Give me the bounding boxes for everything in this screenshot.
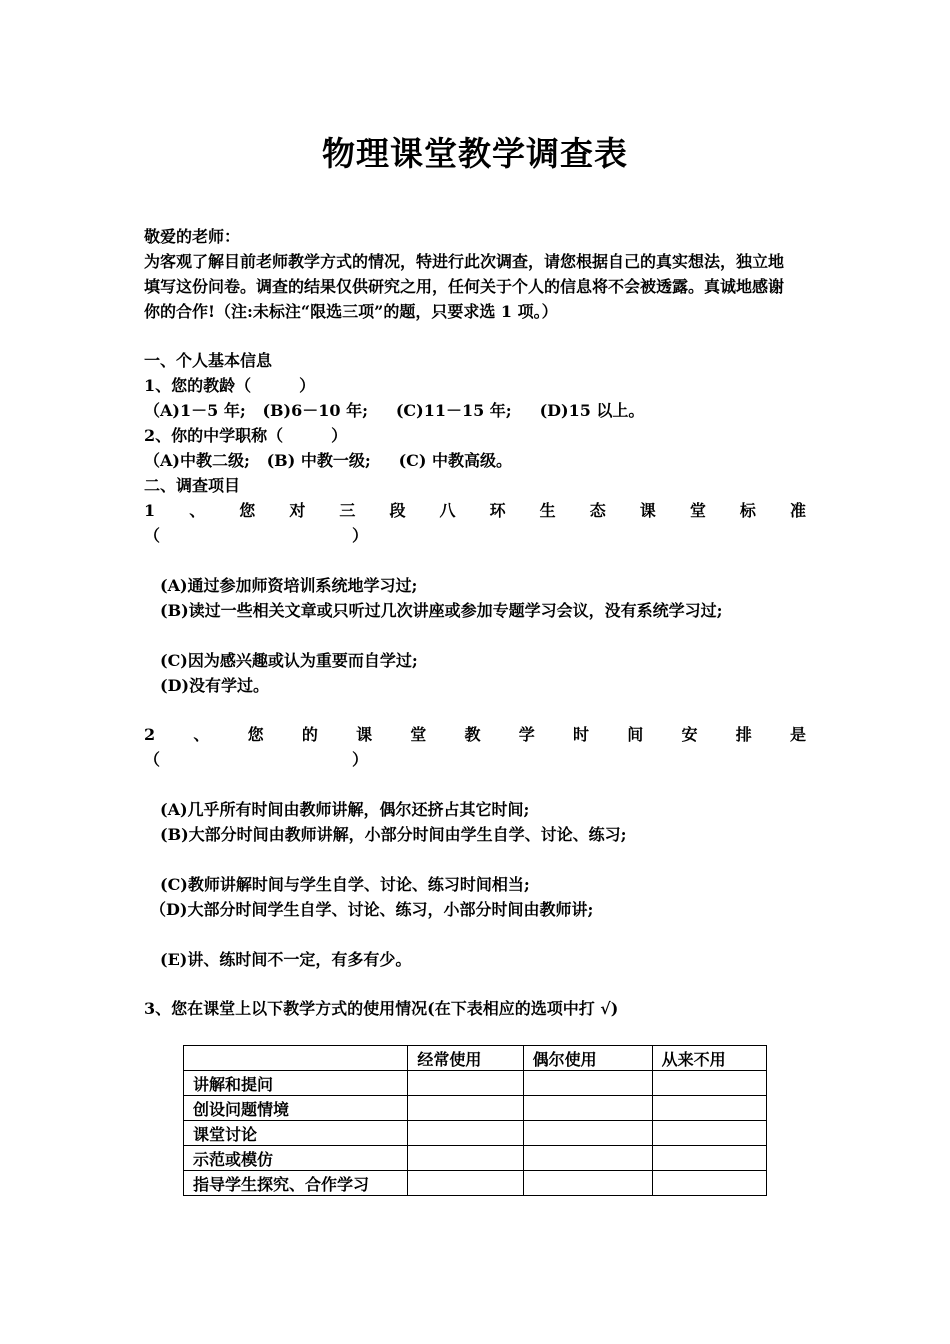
teaching-methods-table bbox=[183, 1045, 767, 1196]
table-check-cell[interactable] bbox=[408, 1121, 523, 1146]
table-check-cell[interactable] bbox=[652, 1121, 766, 1146]
q1-teaching-years: 1、您的教龄（ ） bbox=[144, 376, 316, 395]
table-row-label: 示范或模仿 bbox=[184, 1146, 408, 1171]
table-check-cell[interactable] bbox=[652, 1071, 766, 1096]
table-row-label: 讲解和提问 bbox=[184, 1071, 408, 1096]
survey-q1-char: 堂 bbox=[689, 501, 706, 520]
survey-q2-char: 课 bbox=[356, 725, 373, 744]
survey-q2-char: 您 bbox=[247, 725, 264, 744]
survey-q2-option-a: (A)几乎所有时间由教师讲解，偶尔还挤占其它时间; bbox=[160, 800, 530, 819]
page-title: 物理课堂教学调查表 bbox=[322, 134, 628, 173]
survey-q3-text: 3、您在课堂上以下教学方式的使用情况(在下表相应的选项中打 √) bbox=[144, 999, 619, 1018]
survey-q2-char: 间 bbox=[627, 725, 644, 744]
survey-q1-option-d: (D)没有学过。 bbox=[160, 676, 270, 695]
survey-q1-char: 、 bbox=[189, 501, 206, 520]
survey-q2-char: 学 bbox=[518, 725, 535, 744]
table-row bbox=[184, 1121, 767, 1146]
intro-line-3: 你的合作!（注:未标注“限选三项”的题，只要求选 1 项。） bbox=[144, 302, 558, 321]
table-row bbox=[184, 1071, 767, 1096]
table-check-cell[interactable] bbox=[408, 1146, 523, 1171]
survey-q1-char: 对 bbox=[289, 501, 306, 520]
survey-q1-char: 八 bbox=[439, 501, 456, 520]
survey-q1-char: 态 bbox=[589, 501, 606, 520]
survey-q1-char: 三 bbox=[339, 501, 356, 520]
table-check-cell[interactable] bbox=[652, 1096, 766, 1121]
survey-q2-option-c: (C)教师讲解时间与学生自学、讨论、练习时间相当; bbox=[160, 875, 530, 894]
survey-q1-option-a: (A)通过参加师资培训系统地学习过; bbox=[160, 576, 418, 595]
table-check-cell[interactable] bbox=[523, 1071, 652, 1096]
table-check-cell[interactable] bbox=[523, 1171, 652, 1196]
survey-q2-option-b: (B)大部分时间由教师讲解，小部分时间由学生自学、讨论、练习; bbox=[160, 825, 627, 844]
table-row bbox=[184, 1146, 767, 1171]
table-check-cell[interactable] bbox=[408, 1096, 523, 1121]
table-header-cell bbox=[184, 1046, 408, 1071]
survey-q2-char: 堂 bbox=[410, 725, 427, 744]
survey-q2-char: 的 bbox=[301, 725, 318, 744]
survey-q1-char: 生 bbox=[539, 501, 556, 520]
intro-line-2: 填写这份问卷。调查的结果仅供研究之用，任何关于个人的信息将不会被透露。真诚地感谢 bbox=[144, 277, 785, 296]
survey-q2-char: 时 bbox=[573, 725, 590, 744]
survey-q1-char: 您 bbox=[239, 501, 256, 520]
survey-q1-char: 课 bbox=[639, 501, 656, 520]
survey-q1-char: 标 bbox=[739, 501, 756, 520]
survey-q2-char: 2 bbox=[144, 725, 156, 744]
table-check-cell[interactable] bbox=[652, 1146, 766, 1171]
q1-options: （A)1－5 年; (B)6－10 年; (C)11－15 年; (D)15 以上。 bbox=[144, 401, 645, 420]
survey-q1-char: 段 bbox=[389, 501, 406, 520]
survey-q2-char: 是 bbox=[789, 725, 806, 744]
table-check-cell[interactable] bbox=[652, 1171, 766, 1196]
survey-q1-answer-bracket: （ ） bbox=[144, 526, 369, 545]
section2-heading: 二、调查项目 bbox=[144, 476, 241, 495]
survey-q1-char: 准 bbox=[789, 501, 806, 520]
q2-options: （A)中教二级; (B) 中教一级; (C) 中教高级。 bbox=[144, 451, 513, 470]
table-row-label: 创设问题情境 bbox=[184, 1096, 408, 1121]
table-check-cell[interactable] bbox=[523, 1096, 652, 1121]
table-check-cell[interactable] bbox=[523, 1121, 652, 1146]
table-row-label: 课堂讨论 bbox=[184, 1121, 408, 1146]
table-row-label: 指导学生探究、合作学习 bbox=[184, 1171, 408, 1196]
table-check-cell[interactable] bbox=[408, 1071, 523, 1096]
survey-q2-char: 排 bbox=[735, 725, 752, 744]
survey-q1-char: 环 bbox=[489, 501, 506, 520]
table-row bbox=[184, 1096, 767, 1121]
section1-heading: 一、个人基本信息 bbox=[144, 351, 273, 370]
survey-q1-text bbox=[144, 498, 806, 523]
table-header-row bbox=[184, 1046, 767, 1071]
survey-q2-char: 教 bbox=[464, 725, 481, 744]
table-header-cell: 偶尔使用 bbox=[523, 1046, 652, 1071]
table-check-cell[interactable] bbox=[408, 1171, 523, 1196]
q2-title-rank: 2、你的中学职称（ ） bbox=[144, 426, 348, 445]
table-row bbox=[184, 1171, 767, 1196]
survey-q2-answer-bracket: （ ） bbox=[144, 750, 369, 769]
table-check-cell[interactable] bbox=[523, 1146, 652, 1171]
table-header-cell: 从来不用 bbox=[652, 1046, 766, 1071]
survey-q2-option-e: (E)讲、练时间不一定，有多有少。 bbox=[160, 950, 412, 969]
survey-q2-char: 安 bbox=[681, 725, 698, 744]
survey-q1-char: 1 bbox=[144, 501, 156, 520]
survey-q2-char: 、 bbox=[193, 725, 210, 744]
survey-q2-text bbox=[144, 722, 806, 747]
greeting: 敬爱的老师： bbox=[144, 227, 241, 246]
intro-line-1: 为客观了解目前老师教学方式的情况，特进行此次调查，请您根据自己的真实想法，独立地 bbox=[144, 252, 785, 271]
survey-q1-option-b: (B)读过一些相关文章或只听过几次讲座或参加专题学习会议，没有系统学习过; bbox=[160, 601, 723, 620]
table-header-cell: 经常使用 bbox=[408, 1046, 523, 1071]
survey-q1-option-c: (C)因为感兴趣或认为重要而自学过; bbox=[160, 651, 418, 670]
survey-q2-option-d: （D)大部分时间学生自学、讨论、练习，小部分时间由教师讲; bbox=[150, 900, 594, 919]
